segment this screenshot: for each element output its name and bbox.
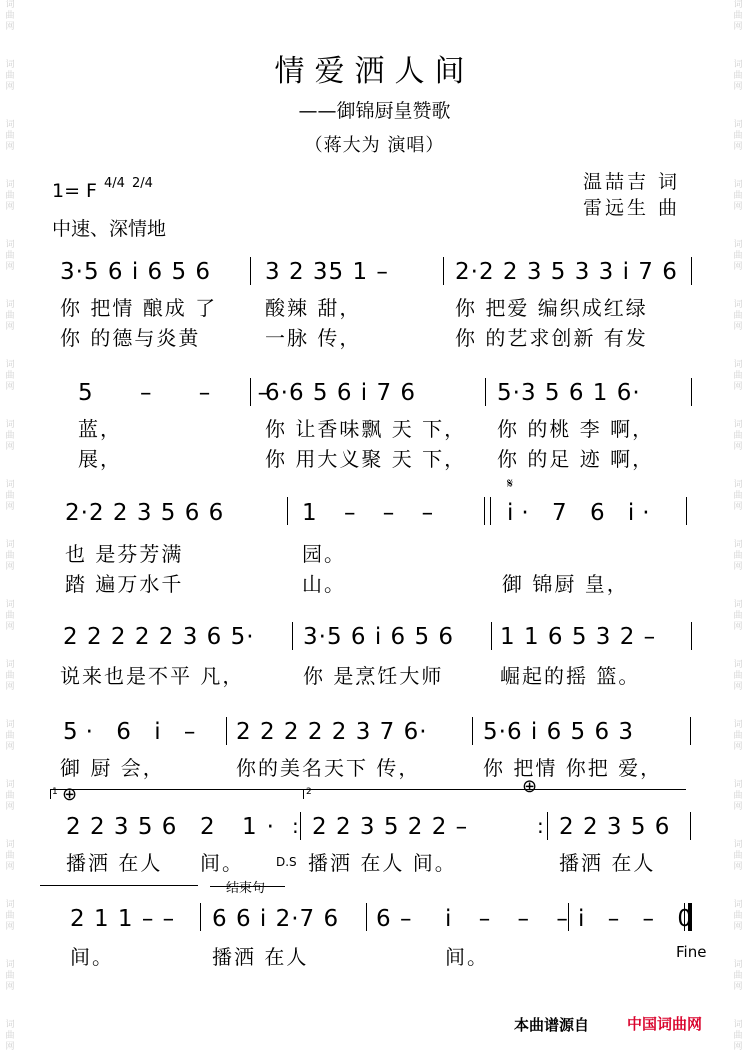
watermark-right-4: 词曲网 <box>733 180 743 212</box>
lyric-line-1: 播洒 在人 <box>212 945 309 969</box>
lyric-line-1: 间。 <box>445 945 489 969</box>
lyric-line-2: 你 用大义聚 天 下， <box>265 447 467 471</box>
measure-notes: 5 – – – <box>78 380 290 406</box>
watermark-left-18: 词曲网 <box>5 1020 15 1052</box>
barline <box>366 903 367 931</box>
barline <box>691 622 692 650</box>
source-site-link[interactable]: 中国词曲网 <box>627 1015 703 1033</box>
barline <box>484 497 485 525</box>
barline <box>490 497 491 525</box>
watermark-left-12: 词曲网 <box>5 660 15 692</box>
watermark-right-5: 词曲网 <box>733 240 743 272</box>
ending-divider <box>40 885 198 886</box>
song-subtitle: ——御锦厨皇赞歌 <box>298 100 451 122</box>
volta-2-number: 2 <box>306 787 312 797</box>
watermark-left-3: 词曲网 <box>5 120 15 152</box>
measure-notes: 3·5 6 i 6 5 6 <box>60 259 212 285</box>
barline <box>690 812 691 840</box>
lyric-line-2: 你 的艺求创新 有发 <box>455 326 648 350</box>
fine-marker: Fine <box>676 943 707 961</box>
barline <box>691 378 692 406</box>
watermark-left-5: 词曲网 <box>5 240 15 272</box>
watermark-right-16: 词曲网 <box>733 900 743 932</box>
measure-notes: 6 – <box>376 906 413 932</box>
lyric-line-1: 播洒 在人 <box>66 851 163 875</box>
watermark-left-4: 词曲网 <box>5 180 15 212</box>
measure-notes: 2·2 2 3 5 3 3 i 7 6 <box>455 259 678 285</box>
measure-notes: 2·2 2 3 5 6 6 <box>65 500 225 526</box>
barline <box>250 257 251 285</box>
lyric-line-1: 御 厨 会， <box>60 756 165 780</box>
watermark-right-3: 词曲网 <box>733 120 743 152</box>
lyric-line-1: 间。 <box>70 945 114 969</box>
lyric-line-1: 你的美名天下 传， <box>236 756 421 780</box>
measure-notes: 2 2 3 5 2 2 – <box>312 814 469 840</box>
barline <box>300 812 301 840</box>
barline <box>686 497 687 525</box>
key-signature: 1= F <box>52 180 97 202</box>
lyric-line-1: 园。 <box>302 542 346 566</box>
barline <box>292 622 293 650</box>
watermark-right-12: 词曲网 <box>733 660 743 692</box>
song-title: 情爱洒人间 <box>274 54 475 89</box>
measure-notes: 2 1· <box>200 814 284 840</box>
volta-line <box>50 789 686 790</box>
watermark-left-7: 词曲网 <box>5 360 15 392</box>
watermark-right-11: 词曲网 <box>733 600 743 632</box>
measure-notes: 5·6 i 6 5 6 3 <box>483 719 635 745</box>
measure-notes: 3 2 35 1 – <box>265 259 389 285</box>
watermark-left-14: 词曲网 <box>5 780 15 812</box>
lyric-line-1: 间。 <box>200 851 244 875</box>
lyric-line-2: 你 的足 迹 啊， <box>497 447 655 471</box>
barline <box>443 257 444 285</box>
time-signature-1: 4/4 <box>104 176 125 191</box>
dal-segno-marker: D.S <box>276 855 297 869</box>
watermark-right-14: 词曲网 <box>733 780 743 812</box>
composer: 雷远生 曲 <box>583 197 681 219</box>
barline <box>287 497 288 525</box>
watermark-right-6: 词曲网 <box>733 300 743 332</box>
volta-1-number: 1 <box>52 787 58 797</box>
lyric-line-1: 播洒 在人 间。 <box>308 851 457 875</box>
measure-notes: 1 1 6 5 3 2 – <box>500 624 657 650</box>
watermark-right-9: 词曲网 <box>733 480 743 512</box>
measure-notes: 3·5 6 i 6 5 6 <box>303 624 455 650</box>
singer: （蒋大为 演唱） <box>304 135 445 156</box>
lyric-line-2: 你 的德与炎黄 <box>60 326 201 350</box>
repeat-end-icon: : <box>292 814 299 838</box>
watermark-right-2: 词曲网 <box>733 60 743 92</box>
measure-notes: 6 6 i 2·7 6 <box>212 906 340 932</box>
measure-notes: i – – 0 <box>578 906 700 932</box>
lyric-line-2: 一脉 传， <box>265 326 362 350</box>
watermark-right-7: 词曲网 <box>733 360 743 392</box>
measure-notes: 2 1 1 – – <box>70 906 176 932</box>
measure-notes: 2 2 2 2 2 3 6 5· <box>63 624 255 650</box>
measure-notes: i· 7 6 i· <box>507 500 658 526</box>
volta-bracket-2 <box>303 789 304 799</box>
lyric-line-1: 也 是芬芳满 <box>65 542 184 566</box>
source-label: 本曲谱源自 <box>514 1016 590 1034</box>
coda-icon: ⊕ <box>522 776 538 797</box>
barline <box>485 378 486 406</box>
lyric-line-2: 山。 <box>302 572 346 596</box>
watermark-left-2: 词曲网 <box>5 60 15 92</box>
measure-notes: 2 2 2 2 2 3 7 6· <box>236 719 428 745</box>
repeat-end-icon: : <box>537 814 544 838</box>
watermark-left-9: 词曲网 <box>5 480 15 512</box>
watermark-left-15: 词曲网 <box>5 840 15 872</box>
watermark-left-8: 词曲网 <box>5 420 15 452</box>
measure-notes: 2 2 3 5 6 <box>559 814 671 840</box>
lyric-line-2: 御 锦厨 皇， <box>502 572 629 596</box>
watermark-right-15: 词曲网 <box>733 840 743 872</box>
lyric-line-1: 你 把情 酿成 了 <box>60 296 218 320</box>
watermark-right-13: 词曲网 <box>733 720 743 752</box>
watermark-right-18: 词曲网 <box>733 1020 743 1052</box>
measure-notes: i – – – <box>445 906 578 932</box>
segno-icon: 𝄋 <box>507 476 514 492</box>
barline <box>226 717 227 745</box>
time-signature-2: 2/4 <box>132 176 153 191</box>
measure-notes: 2 2 3 5 6 <box>66 814 178 840</box>
lyricist: 温喆吉 词 <box>583 171 681 193</box>
lyric-line-1: 播洒 在人 <box>559 851 656 875</box>
watermark-left-10: 词曲网 <box>5 540 15 572</box>
coda-icon: ⊕ <box>62 784 78 805</box>
lyric-line-1: 崛起的摇 篮。 <box>500 664 641 688</box>
tempo-marking: 中速、深情地 <box>52 218 167 240</box>
barline <box>472 717 473 745</box>
lyric-line-1: 你 把爱 编织成红绿 <box>455 296 648 320</box>
ending-label: 结束句 <box>226 881 266 896</box>
watermark-right-10: 词曲网 <box>733 540 743 572</box>
lyric-line-1: 你 的桃 李 啊， <box>497 417 655 441</box>
lyric-line-1: 酸辣 甜， <box>265 296 362 320</box>
watermark-right-17: 词曲网 <box>733 960 743 992</box>
watermark-left-1: 词曲网 <box>5 0 15 32</box>
barline <box>690 717 691 745</box>
watermark-right-1: 词曲网 <box>733 0 743 32</box>
watermark-left-16: 词曲网 <box>5 900 15 932</box>
lyric-line-1: 你 让香味飘 天 下， <box>265 417 467 441</box>
watermark-left-17: 词曲网 <box>5 960 15 992</box>
lyric-line-1: 你 把情 你把 爱， <box>483 756 663 780</box>
lyric-line-2: 踏 遍万水千 <box>65 572 184 596</box>
volta-bracket-1 <box>50 789 51 799</box>
watermark-right-8: 词曲网 <box>733 420 743 452</box>
measure-notes: 1 – – – <box>302 500 444 526</box>
watermark-left-13: 词曲网 <box>5 720 15 752</box>
barline <box>491 622 492 650</box>
watermark-left-6: 词曲网 <box>5 300 15 332</box>
measure-notes: 5·3 5 6 1 6· <box>497 380 641 406</box>
measure-notes: 6·6 5 6 i 7 6 <box>265 380 417 406</box>
lyric-line-2: 展， <box>78 447 122 471</box>
lyric-line-1: 你 是烹饪大师 <box>303 664 444 688</box>
measure-notes: 5· 6 i – <box>63 719 204 745</box>
lyric-line-1: 蓝， <box>78 417 122 441</box>
watermark-left-11: 词曲网 <box>5 600 15 632</box>
barline <box>691 257 692 285</box>
barline <box>200 903 201 931</box>
lyric-line-1: 说来也是不平 凡， <box>60 664 245 688</box>
barline <box>547 812 548 840</box>
